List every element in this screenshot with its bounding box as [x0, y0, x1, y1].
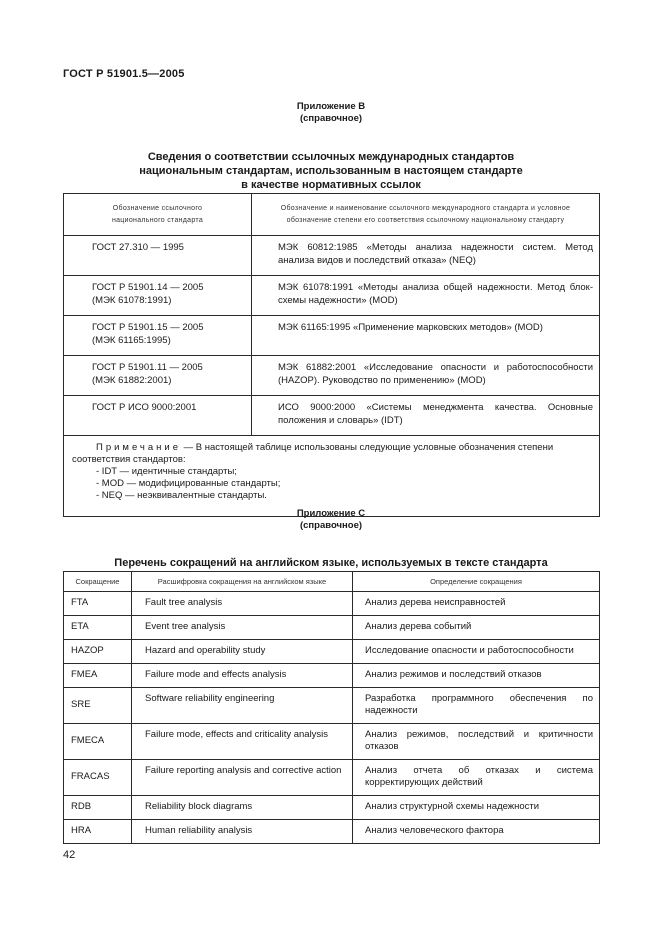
table-row — [64, 236, 600, 276]
note-title: Примечание — [96, 442, 181, 453]
english-expansion: Fault tree analysis — [132, 592, 353, 616]
appendix-b-label: Приложение В — [296, 101, 366, 112]
russian-definition: Исследование опасности и работоспособности — [353, 640, 600, 664]
english-expansion: Failure mode, effects and criticality analysis — [132, 724, 353, 760]
russian-definition: Разработка программного обеспечения по надежности — [353, 688, 600, 724]
abbreviation: HAZOP — [64, 640, 132, 664]
international-standard: МЭК 60812:1985 «Методы анализа надежности систем. Метод анализа видов и последствий отказа» (NEQ) — [252, 236, 600, 276]
abbreviation: FTA — [64, 592, 132, 616]
table-row — [64, 820, 600, 844]
standards-correspondence-table — [63, 193, 600, 517]
column-header-english: Расшифровка сокращения на английском языке — [132, 572, 353, 592]
international-standard: МЭК 61165:1995 «Применение марковских методов» (MOD) — [252, 316, 600, 356]
table-row — [64, 664, 600, 688]
english-expansion: Human reliability analysis — [132, 820, 353, 844]
table-row — [64, 396, 600, 436]
column-header-national: Обозначение ссылочного национального стандарта — [64, 194, 252, 236]
english-expansion: Software reliability engineering — [132, 688, 353, 724]
table-row — [64, 316, 600, 356]
russian-definition: Анализ режимов, последствий и критичности отказов — [353, 724, 600, 760]
note-text: — В настоящей таблице использованы следующие условные обозначения степени соответствия стандартов: — [72, 442, 554, 465]
column-header-abbreviation: Сокращение — [64, 572, 132, 592]
english-expansion: Hazard and operability study — [132, 640, 353, 664]
abbreviation: HRA — [64, 820, 132, 844]
appendix-b-heading-line3: в качестве нормативных ссылок — [241, 179, 421, 191]
russian-definition: Анализ структурной схемы надежности — [353, 796, 600, 820]
national-standard: ГОСТ Р 51901.11 — 2005 (МЭК 61882:2001) — [64, 356, 252, 396]
russian-definition: Анализ человеческого фактора — [353, 820, 600, 844]
note-item: - MOD — модифицированные стандарты; — [96, 478, 281, 489]
international-standard: МЭК 61882:2001 «Исследование опасности и работоспособности (HAZOP). Руководство по применению» (MOD) — [252, 356, 600, 396]
abbreviation: FMEA — [64, 664, 132, 688]
abbreviations-table — [63, 571, 600, 844]
english-expansion: Failure reporting analysis and corrective action — [132, 760, 353, 796]
table-row — [64, 592, 600, 616]
table-row — [64, 796, 600, 820]
national-standard: ГОСТ 27.310 — 1995 — [64, 236, 252, 276]
table-row — [64, 616, 600, 640]
russian-definition: Анализ дерева событий — [353, 616, 600, 640]
document-code: ГОСТ Р 51901.5—2005 — [63, 68, 185, 80]
appendix-b-heading-line1: Сведения о соответствии ссылочных международных стандартов — [147, 151, 515, 163]
english-expansion: Failure mode and effects analysis — [132, 664, 353, 688]
international-standard: МЭК 61078:1991 «Методы анализа общей надежности. Метод блок-схемы надежности» (MOD) — [252, 276, 600, 316]
table-header-row — [64, 572, 600, 592]
russian-definition: Анализ режимов и последствий отказов — [353, 664, 600, 688]
abbreviation: RDB — [64, 796, 132, 820]
national-standard: ГОСТ Р 51901.14 — 2005 (МЭК 61078:1991) — [64, 276, 252, 316]
english-expansion: Reliability block diagrams — [132, 796, 353, 820]
national-standard: ГОСТ Р 51901.15 — 2005 (МЭК 61165:1995) — [64, 316, 252, 356]
appendix-c-label: Приложение С — [296, 508, 366, 519]
abbreviation: FRACAS — [64, 760, 132, 796]
note-item: - NEQ — неэквивалентные стандарты. — [96, 490, 267, 501]
appendix-c-heading: Перечень сокращений на английском языке, используемых в тексте стандарта — [114, 557, 548, 569]
english-expansion: Event tree analysis — [132, 616, 353, 640]
table-note — [64, 436, 600, 517]
appendix-b-heading-line2: национальным стандартам, использованным в настоящем стандарте — [139, 165, 523, 177]
table-row — [64, 688, 600, 724]
abbreviation: SRE — [64, 688, 132, 724]
russian-definition: Анализ дерева неисправностей — [353, 592, 600, 616]
table-row — [64, 276, 600, 316]
abbreviation: FMECA — [64, 724, 132, 760]
column-header-definition: Определение сокращения — [353, 572, 600, 592]
table-row — [64, 760, 600, 796]
table-header-row — [64, 194, 600, 236]
abbreviation: ETA — [64, 616, 132, 640]
russian-definition: Анализ отчета об отказах и система корректирующих действий — [353, 760, 600, 796]
appendix-b-type: (справочное) — [299, 113, 363, 124]
table-note-row — [64, 436, 600, 517]
table-row — [64, 724, 600, 760]
column-header-international: Обозначение и наименование ссылочного международного стандарта и условное обозначение степени его соответствия ссылочному национальному стандарту — [252, 194, 600, 236]
note-item: - IDT — идентичные стандарты; — [96, 466, 237, 477]
page-number: 42 — [63, 849, 76, 861]
international-standard: ИСО 9000:2000 «Системы менеджмента качества. Основные положения и словарь» (IDT) — [252, 396, 600, 436]
table-row — [64, 356, 600, 396]
table-row — [64, 640, 600, 664]
national-standard: ГОСТ Р ИСО 9000:2001 — [64, 396, 252, 436]
appendix-c-type: (справочное) — [299, 520, 363, 531]
